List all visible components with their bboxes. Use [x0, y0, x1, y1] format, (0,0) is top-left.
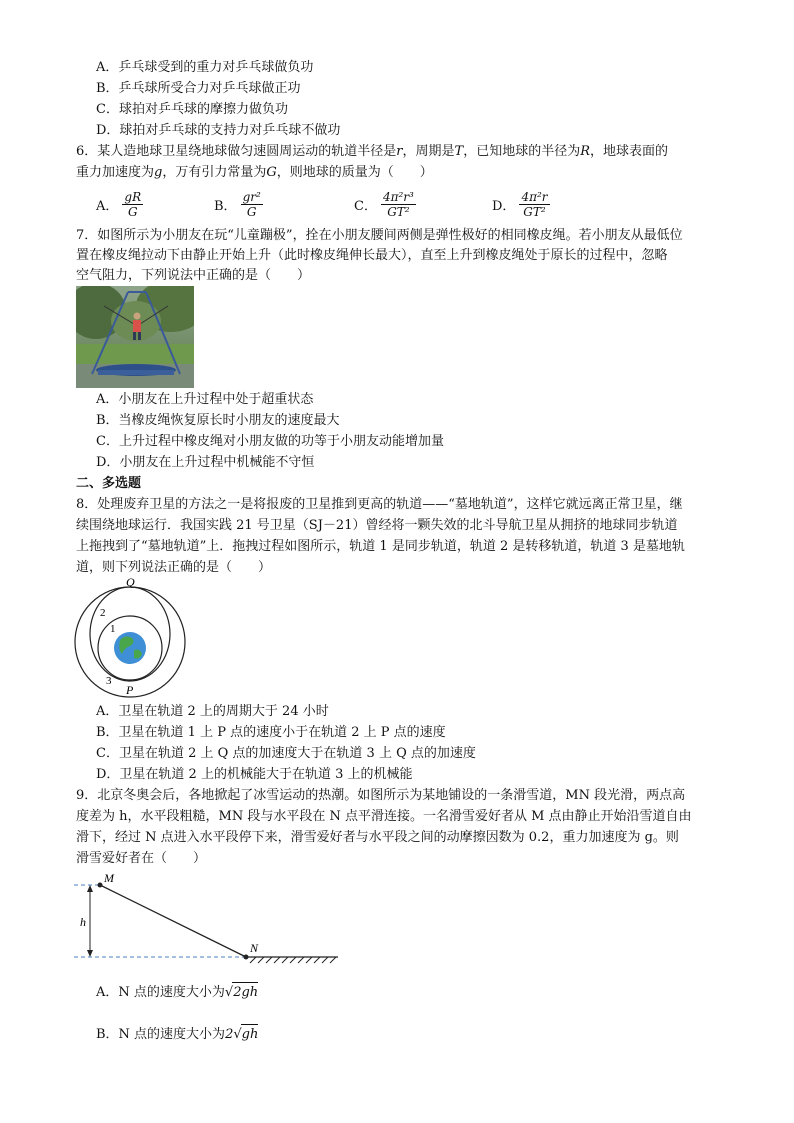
q9-stem-line3: 滑下，经过 N 点进入水平段停下来，滑雪爱好者与水平段之间的动摩擦因数为 0.2，重力加速度为 g。则: [76, 830, 679, 845]
q9-stem-line1: 9．北京冬奥会后，各地掀起了冰雪运动的热潮。如图所示为某地铺设的一条滑雪道，MN 段光滑，两点高: [76, 788, 686, 803]
point-p-label: P: [126, 683, 134, 697]
q6-options: [96, 186, 696, 222]
q9-stem-line2: 度差为 h，水平段粗糙，MN 段与水平段在 N 点平滑连接。一名滑雪爱好者从 M 点由静止开始沿雪道自由: [76, 809, 692, 824]
earth-icon: [114, 632, 146, 664]
q6-option-a: A． $\frac{gR}{G}$: [96, 189, 142, 219]
q8-option-c: C．卫星在轨道 2 上 Q 点的加速度大于在轨道 3 上 Q 点的加速度: [96, 746, 476, 761]
bungee-photo: [76, 286, 194, 388]
orbit-diagram: [74, 576, 194, 700]
point-m-label: M: [104, 871, 114, 885]
q6-option-b: B． $\frac{\text{gr²}}{G}$: [214, 189, 261, 219]
q7-stem-line1: 7．如图所示为小朋友在玩“儿童蹦极”，拴在小朋友腰间两侧是弹性极好的相同橡皮绳。若小朋友从最低位: [76, 228, 683, 243]
q7-option-a: A．小朋友在上升过程中处于超重状态: [96, 392, 314, 407]
q8-stem-line4: 道，则下列说法正确的是（ ）: [76, 560, 272, 575]
q5-option-c: C．球拍对乒乓球的摩擦力做负功: [96, 102, 288, 117]
q9-stem-line4: 滑雪爱好者在（ ）: [76, 851, 207, 866]
q9-option-b: B．N 点的速度大小为2√gh: [96, 1024, 258, 1045]
q8-stem-line2: 续围绕地球运行．我国实践 21 号卫星（SJ－21）曾经将一颗失效的北斗导航卫星从拥挤的地球同步轨道: [76, 518, 678, 533]
section-heading-multiple-choice: 二、多选题: [76, 476, 142, 491]
q6-stem-line2: 重力加速度为g，万有引力常量为G，则地球的质量为（ ）: [76, 165, 433, 180]
ski-slope-diagram: [72, 868, 344, 968]
q8-option-a: A．卫星在轨道 2 上的周期大于 24 小时: [96, 704, 329, 719]
q9-option-a: A．N 点的速度大小为√2gh: [96, 982, 258, 1003]
height-h-label: h: [80, 915, 86, 929]
point-n-label: N: [250, 941, 259, 955]
q5-option-b: B．乒乓球所受合力对乒乓球做正功: [96, 81, 301, 96]
q6-stem-line1: 6．某人造地球卫星绕地球做匀速圆周运动的轨道半径是r，周期是T，已知地球的半径为R，地球表面的: [76, 144, 669, 159]
q5-option-a: A．乒乓球受到的重力对乒乓球做负功: [96, 60, 314, 75]
q7-option-c: C．上升过程中橡皮绳对小朋友做的功等于小朋友动能增加量: [96, 434, 444, 449]
q8-stem-line1: 8．处理废弃卫星的方法之一是将报废的卫星推到更高的轨道——“墓地轨道”，这样它就远离正常卫星，继: [76, 497, 683, 512]
q8-stem-line3: 上拖拽到了“墓地轨道”上．拖拽过程如图所示，轨道 1 是同步轨道，轨道 2 是转移轨道，轨道 3 是墓地轨: [76, 539, 685, 554]
orbit-1-label: 1: [110, 623, 116, 635]
orbit-2-label: 2: [100, 607, 106, 619]
q7-stem-line3: 空气阻力，下列说法中正确的是（ ）: [76, 268, 311, 283]
q5-option-d: D．球拍对乒乓球的支持力对乒乓球不做功: [96, 123, 341, 138]
q8-option-d: D．卫星在轨道 2 上的机械能大于在轨道 3 上的机械能: [96, 767, 413, 782]
q6-option-d: D． $\frac{\text{4π²r}}{\text{GT²}}$: [492, 189, 548, 219]
q7-option-d: D．小朋友在上升过程中机械能不守恒: [96, 455, 315, 470]
q7-option-b: B．当橡皮绳恢复原长时小朋友的速度最大: [96, 413, 340, 428]
q8-option-b: B．卫星在轨道 1 上 P 点的速度小于在轨道 2 上 P 点的速度: [96, 725, 446, 740]
q6-option-c: C． $\frac{\text{4π²r³}}{\text{GT²}}$: [354, 189, 414, 219]
point-q-label: Q: [126, 576, 135, 589]
q7-stem-line2: 置在橡皮绳拉动下由静止开始上升（此时橡皮绳伸长最大），直至上升到橡皮绳处于原长的过程中，忽略: [76, 248, 668, 263]
orbit-3-label: 3: [106, 675, 112, 687]
point-m: [98, 883, 103, 888]
